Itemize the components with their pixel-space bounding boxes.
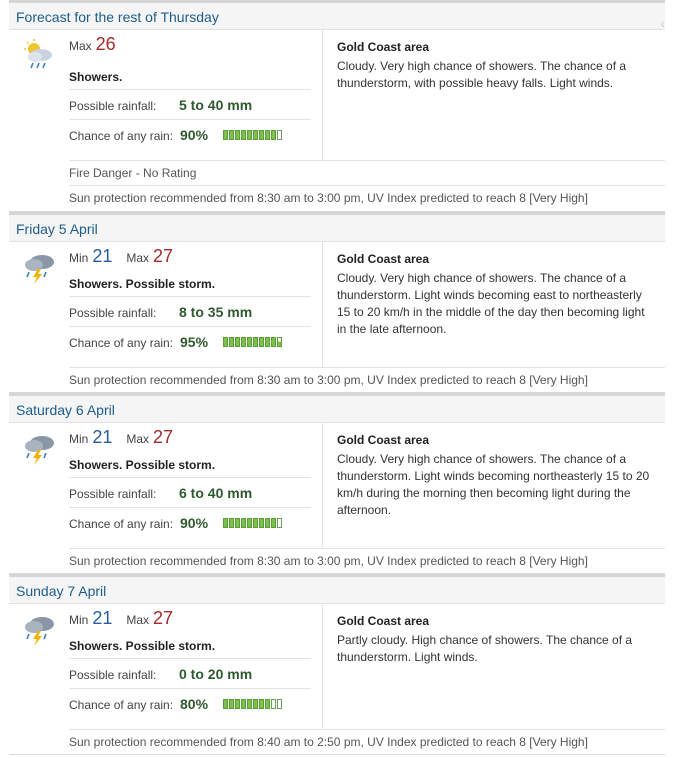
chance-row xyxy=(69,507,311,536)
sun-showers-icon xyxy=(21,38,57,74)
min-temp: 21 xyxy=(92,608,113,628)
forecast-description: Partly cloudy. High chance of showers. The chance of a thunderstorm. Light winds. xyxy=(337,633,633,664)
day-title: Saturday 6 April xyxy=(16,402,115,418)
chance-bar-segment xyxy=(259,699,264,709)
chance-bar-segment xyxy=(241,337,246,347)
rainfall-value: 5 to 40 mm xyxy=(179,97,253,113)
storm-icon xyxy=(21,612,57,648)
chance-bar-segment xyxy=(247,130,252,140)
summary: Showers. Possible storm. xyxy=(69,277,216,291)
summary: Showers. xyxy=(69,70,123,84)
rainfall-row xyxy=(69,477,311,506)
rainfall-value: 6 to 40 mm xyxy=(179,485,253,501)
temperatures xyxy=(69,608,173,629)
chance-bar-segment xyxy=(235,130,240,140)
chance-bar-segment xyxy=(271,337,276,347)
chance-row xyxy=(69,688,311,717)
day-heading xyxy=(9,0,665,30)
day-forecast xyxy=(9,242,665,393)
rainfall-row xyxy=(69,658,311,687)
chance-value: 90% xyxy=(180,127,209,143)
chance-bar-segment xyxy=(247,699,252,709)
chance-bar-segment xyxy=(265,130,270,140)
min-temp: 21 xyxy=(92,246,113,266)
chance-row xyxy=(69,326,311,355)
rainfall-row xyxy=(69,296,311,325)
chance-bar xyxy=(223,518,282,528)
storm-icon xyxy=(21,250,57,286)
day-forecast xyxy=(9,604,665,755)
summary: Showers. Possible storm. xyxy=(69,639,216,653)
chance-bar-segment xyxy=(253,130,258,140)
max-label: Max xyxy=(126,251,150,265)
temperatures xyxy=(69,34,116,55)
chance-label: Chance of any rain: xyxy=(69,336,174,350)
chance-bar-segment xyxy=(223,518,228,528)
chance-bar-segment xyxy=(277,518,282,528)
chance-bar-segment xyxy=(271,130,276,140)
day-title: Forecast for the rest of Thursday xyxy=(16,9,219,25)
forecast-description: Cloudy. Very high chance of showers. The chance of a thunderstorm. Light winds becoming northeasterly 15 to 20 km/h during the morning then becoming light during the afternoon. xyxy=(337,452,650,517)
chance-bar-segment xyxy=(241,130,246,140)
rainfall-label: Possible rainfall: xyxy=(69,99,157,113)
chevron-left-icon[interactable]: ‹ xyxy=(660,15,665,31)
chance-value: 95% xyxy=(180,334,209,350)
max-temp: 27 xyxy=(153,246,174,266)
chance-bar-segment xyxy=(223,337,228,347)
chance-bar-segment xyxy=(265,518,270,528)
day-heading xyxy=(9,574,665,604)
rainfall-row xyxy=(69,89,311,118)
chance-label: Chance of any rain: xyxy=(69,129,174,143)
rainfall-value: 8 to 35 mm xyxy=(179,304,253,320)
temperatures xyxy=(69,427,173,448)
chance-label: Chance of any rain: xyxy=(69,517,174,531)
rainfall-label: Possible rainfall: xyxy=(69,487,157,501)
day-heading xyxy=(9,393,665,423)
forecast-list xyxy=(9,0,665,755)
chance-row xyxy=(69,119,311,148)
day-title: Friday 5 April xyxy=(16,221,98,237)
chance-bar-segment xyxy=(229,130,234,140)
chance-bar-segment xyxy=(271,518,276,528)
chance-bar-segment xyxy=(271,699,276,709)
storm-icon xyxy=(21,431,57,467)
forecast-description: Cloudy. Very high chance of showers. The chance of a thunderstorm. Light winds becoming east to northeasterly 15 to 20 km/h in the middle of the day then becoming light in the late afternoon. xyxy=(337,271,645,336)
chance-bar xyxy=(223,130,282,140)
chance-value: 80% xyxy=(180,696,209,712)
max-label: Max xyxy=(69,39,92,53)
max-label: Max xyxy=(126,613,150,627)
min-label: Min xyxy=(69,432,89,446)
chance-value: 90% xyxy=(180,515,209,531)
sun-protection: Sun protection recommended from 8:30 am to 3:00 pm, UV Index predicted to reach 8 [Very High] xyxy=(69,185,665,209)
chance-bar-segment xyxy=(229,518,234,528)
chance-bar-segment xyxy=(277,130,282,140)
chance-bar-segment xyxy=(253,518,258,528)
rainfall-label: Possible rainfall: xyxy=(69,306,157,320)
chance-bar-segment xyxy=(265,699,270,709)
chance-bar-segment xyxy=(229,337,234,347)
rainfall-label: Possible rainfall: xyxy=(69,668,157,682)
fire-danger: Fire Danger - No Rating xyxy=(69,160,665,184)
max-temp: 27 xyxy=(153,427,174,447)
forecast-description: Cloudy. Very high chance of showers. The chance of a thunderstorm, with possible heavy falls. Light winds. xyxy=(337,59,627,90)
day-forecast xyxy=(9,30,665,212)
chance-bar-segment xyxy=(247,518,252,528)
sun-protection: Sun protection recommended from 8:30 am to 3:00 pm, UV Index predicted to reach 8 [Very High] xyxy=(69,548,665,572)
area-name: Gold Coast area xyxy=(337,433,430,447)
max-temp: 26 xyxy=(95,34,116,54)
chance-bar-segment xyxy=(229,699,234,709)
sun-protection: Sun protection recommended from 8:40 am to 2:50 pm, UV Index predicted to reach 8 [Very High] xyxy=(69,729,665,753)
max-label: Max xyxy=(126,432,150,446)
chance-bar-segment xyxy=(259,518,264,528)
chance-bar-segment xyxy=(265,337,270,347)
min-label: Min xyxy=(69,251,89,265)
chance-bar-segment xyxy=(235,699,240,709)
chance-bar-segment xyxy=(241,518,246,528)
chance-label: Chance of any rain: xyxy=(69,698,174,712)
chance-bar xyxy=(223,337,282,347)
chance-bar-segment xyxy=(223,130,228,140)
chance-bar-segment xyxy=(247,337,252,347)
chance-bar-segment xyxy=(259,337,264,347)
area-name: Gold Coast area xyxy=(337,614,430,628)
area-name: Gold Coast area xyxy=(337,252,430,266)
day-title: Sunday 7 April xyxy=(16,583,107,599)
chance-bar-segment xyxy=(235,337,240,347)
chance-bar-segment xyxy=(223,699,228,709)
min-temp: 21 xyxy=(92,427,113,447)
chance-bar-segment xyxy=(253,337,258,347)
day-forecast xyxy=(9,423,665,574)
chance-bar-segment xyxy=(235,518,240,528)
day-heading xyxy=(9,212,665,242)
chance-bar xyxy=(223,699,282,709)
rainfall-value: 0 to 20 mm xyxy=(179,666,253,682)
chance-bar-segment xyxy=(277,337,282,347)
chance-bar-segment xyxy=(259,130,264,140)
max-temp: 27 xyxy=(153,608,174,628)
area-name: Gold Coast area xyxy=(337,40,430,54)
min-label: Min xyxy=(69,613,89,627)
sun-protection: Sun protection recommended from 8:30 am to 3:00 pm, UV Index predicted to reach 8 [Very High] xyxy=(69,367,665,391)
chance-bar-segment xyxy=(277,699,282,709)
temperatures xyxy=(69,246,173,267)
chance-bar-segment xyxy=(241,699,246,709)
chance-bar-segment xyxy=(253,699,258,709)
summary: Showers. Possible storm. xyxy=(69,458,216,472)
